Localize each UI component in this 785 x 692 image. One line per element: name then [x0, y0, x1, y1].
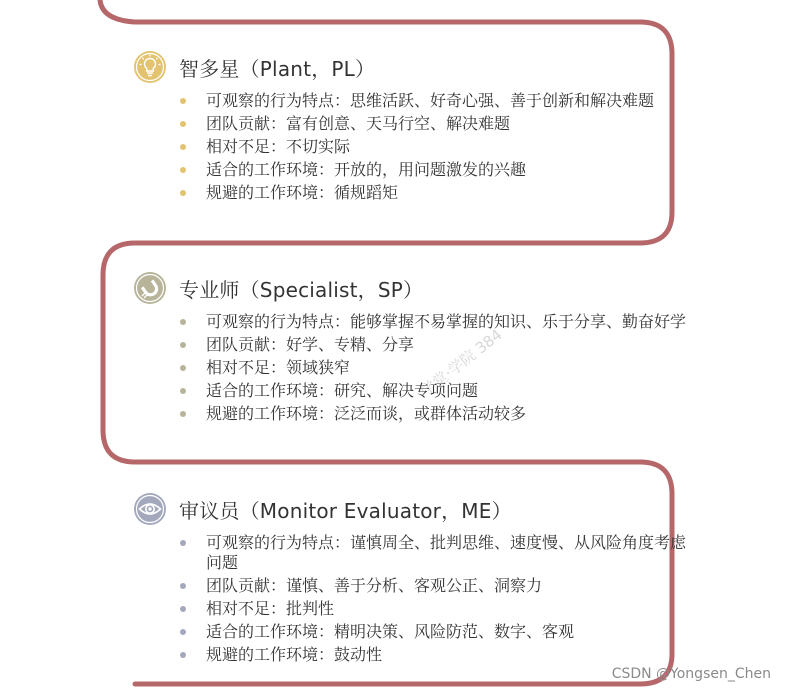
bullet-icon — [180, 144, 186, 150]
trait-text: 规避的工作环境：泛泛而谈，或群体活动较多 — [206, 404, 527, 423]
trait-item — [178, 137, 693, 157]
trait-item — [178, 599, 693, 619]
trait-item — [178, 404, 693, 424]
bullet-icon — [180, 583, 186, 589]
trait-text: 适合的工作环境：开放的，用问题激发的兴趣 — [206, 160, 527, 179]
trait-item — [178, 312, 693, 332]
trait-text: 可观察的行为特点：能够掌握不易掌握的知识、乐于分享、勤奋好学 — [206, 312, 687, 331]
role-title: 专业师（Specialist，SP） — [179, 277, 424, 302]
role-card-monitor-evaluator — [133, 491, 693, 668]
trait-list — [133, 312, 693, 424]
bullet-icon — [180, 652, 186, 658]
watermark-text: 学堂·学院 384 — [417, 325, 506, 401]
role-header — [133, 49, 693, 85]
trait-item — [178, 645, 693, 665]
bullet-icon — [180, 98, 186, 104]
bullet-icon — [180, 606, 186, 612]
bullet-icon — [180, 629, 186, 635]
magnet-icon — [133, 271, 167, 305]
trait-text: 可观察的行为特点：思维活跃、好奇心强、善于创新和解决难题 — [206, 91, 655, 110]
trait-item — [178, 183, 693, 203]
bullet-icon — [180, 411, 186, 417]
trait-item — [178, 533, 693, 573]
trait-list — [133, 91, 693, 203]
bullet-icon — [180, 121, 186, 127]
role-header — [133, 270, 693, 306]
lightbulb-icon — [133, 50, 167, 84]
trait-text: 相对不足：领域狭窄 — [206, 358, 351, 377]
role-header — [133, 491, 693, 527]
trait-text: 可观察的行为特点：谨慎周全、批判思维、速度慢、从风险角度考虑问题 — [206, 533, 687, 572]
trait-text: 团队贡献：谨慎、善于分析、客观公正、洞察力 — [206, 576, 543, 595]
trait-text: 相对不足：批判性 — [206, 599, 335, 618]
bullet-icon — [180, 190, 186, 196]
trait-text: 规避的工作环境：鼓动性 — [206, 645, 383, 664]
trait-item — [178, 91, 693, 111]
credit-text: CSDN @Yongsen_Chen — [611, 666, 771, 682]
trait-text: 适合的工作环境：精明决策、风险防范、数字、客观 — [206, 622, 575, 641]
trait-list — [133, 533, 693, 665]
eye-icon — [133, 492, 167, 526]
bullet-icon — [180, 342, 186, 348]
trait-text: 团队贡献：好学、专精、分享 — [206, 335, 415, 354]
trait-text: 团队贡献：富有创意、天马行空、解决难题 — [206, 114, 511, 133]
bullet-icon — [180, 365, 186, 371]
trait-item — [178, 335, 693, 355]
bullet-icon — [180, 167, 186, 173]
trait-text: 相对不足：不切实际 — [206, 137, 351, 156]
bullet-icon — [180, 540, 186, 546]
trait-text: 适合的工作环境：研究、解决专项问题 — [206, 381, 479, 400]
trait-item — [178, 622, 693, 642]
trait-item — [178, 576, 693, 596]
role-card-plant — [133, 49, 693, 206]
trait-item — [178, 114, 693, 134]
role-title: 审议员（Monitor Evaluator，ME） — [179, 498, 512, 523]
bullet-icon — [180, 388, 186, 394]
bullet-icon — [180, 319, 186, 325]
role-title: 智多星（Plant，PL） — [179, 56, 376, 81]
role-card-specialist — [133, 270, 693, 427]
trait-item — [178, 160, 693, 180]
trait-text: 规避的工作环境：循规蹈矩 — [206, 183, 399, 202]
